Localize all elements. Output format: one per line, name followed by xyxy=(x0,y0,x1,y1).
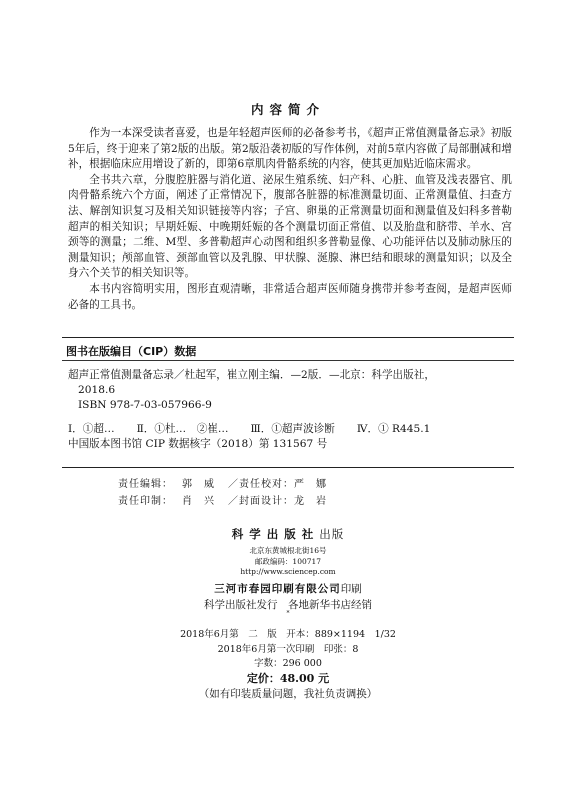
cip-class-item: Ⅱ．①杜… ②崔… xyxy=(136,423,229,435)
price-block xyxy=(0,671,576,702)
staff-role: 责任印制： xyxy=(118,496,173,507)
cip-class-item: Ⅳ．① R445.1 xyxy=(356,423,431,435)
edition-block xyxy=(0,628,576,672)
printing-line: 2018年6月第一次印刷 印张：8 xyxy=(217,643,359,655)
printer-block xyxy=(0,581,576,613)
word-count: 字数：296 000 xyxy=(254,658,322,669)
cip-isbn: ISBN 978-7-03-057966-9 xyxy=(78,399,212,411)
intro-paragraph: 本书内容简明实用，图形直观清晰，非常适合超声医师随身携带并参考查阅，是超声医师必备的工具书。 xyxy=(68,282,512,311)
cip-class-item: Ⅰ．①超… xyxy=(68,423,115,435)
publisher-address-block xyxy=(0,546,576,578)
intro-paragraph: 作为一本深受读者喜爱，也是年轻超声医师的必备参考书，《超声正常值测量备忘录》初版5年后，终于迎来了第2版的出版。第2版沿袭初版的写作体例，对前5章内容做了局部删减和增补，根据临床应用增设了新的，即第6章肌肉骨骼系统的内容，使其更加贴近临床需求。 xyxy=(68,127,512,171)
cip-line: 2018.6 xyxy=(78,384,116,396)
publisher-name: 科学出版社 xyxy=(231,527,320,541)
publisher-postcode: 邮政编码：100717 xyxy=(254,556,322,566)
edition-line: 2018年6月第 二 版 开本：889×1194 1/32 xyxy=(180,629,396,640)
printer-name: 三河市春园印刷有限公司 xyxy=(214,583,341,595)
staff-role: ／封面设计： xyxy=(228,496,294,507)
intro-body xyxy=(68,126,512,313)
printer-suffix: 印刷 xyxy=(340,583,362,595)
divider xyxy=(62,337,514,338)
intro-title: 内容简介 xyxy=(250,102,325,117)
publisher-suffix: 出版 xyxy=(319,527,345,541)
cip-class-item: Ⅲ．①超声波诊断 xyxy=(250,423,335,435)
cip-line: 超声正常值测量备忘录／杜起军，崔立刚主编．—2版．—北京：科学出版社， xyxy=(68,369,435,381)
divider xyxy=(62,360,514,361)
staff-person: 龙 岩 xyxy=(294,496,327,507)
publisher-line xyxy=(0,526,576,542)
cip-classification xyxy=(68,422,512,437)
price-value: 48.00 元 xyxy=(279,672,330,685)
cip-block xyxy=(68,368,512,452)
staff-role: 责任编辑： xyxy=(118,479,173,490)
staff-row xyxy=(118,493,327,510)
cip-title: 图书在版编目（CIP）数据 xyxy=(66,345,197,358)
separator-mark: * xyxy=(286,610,290,617)
staff-person: 肖 兴 xyxy=(182,496,215,507)
quality-note: （如有印装质量问题，我社负责调换） xyxy=(198,688,378,700)
publisher-website: http://www.sciencep.com xyxy=(240,567,336,576)
staff-person: 郭 威 xyxy=(182,479,215,490)
cip-record: 中国版本图书馆 CIP 数据核字（2018）第 131567 号 xyxy=(68,438,328,450)
publisher-address: 北京东黄城根北街16号 xyxy=(249,546,327,555)
staff-credits xyxy=(118,476,327,510)
intro-paragraph: 全书共六章，分腹腔脏器与消化道、泌尿生殖系统、妇产科、心脏、血管及浅表器官、肌肉骨骼系统六个方面，阐述了正常情况下，腹部各脏器的标准测量切面、正常测量值、扫查方法、解剖知识复习及相关知识链接等内容；子宫、卵巢的正常测量切面和测量值及妇科多普勒超声的相关知识；早期妊娠、中晚期妊娠的各个测量切面正常值、以及胎盘和脐带、羊水、宫颈等的测量；二维、M型、多普勒超声心动图和组织多普勒显像、心功能评估以及肺动脉压的测量知识；颅部血管、颈部血管以及乳腺、甲状腺、涎腺、淋巴结和眼球的测量知识；以及全身六个关节的相关知识等。 xyxy=(68,173,512,280)
distribution-line: 科学出版社发行 各地新华书店经销 xyxy=(204,599,372,611)
divider xyxy=(62,467,514,468)
staff-row xyxy=(118,476,327,493)
staff-role: ／责任校对： xyxy=(228,479,294,490)
staff-person: 严 娜 xyxy=(294,479,327,490)
price-label: 定价： xyxy=(246,672,280,685)
